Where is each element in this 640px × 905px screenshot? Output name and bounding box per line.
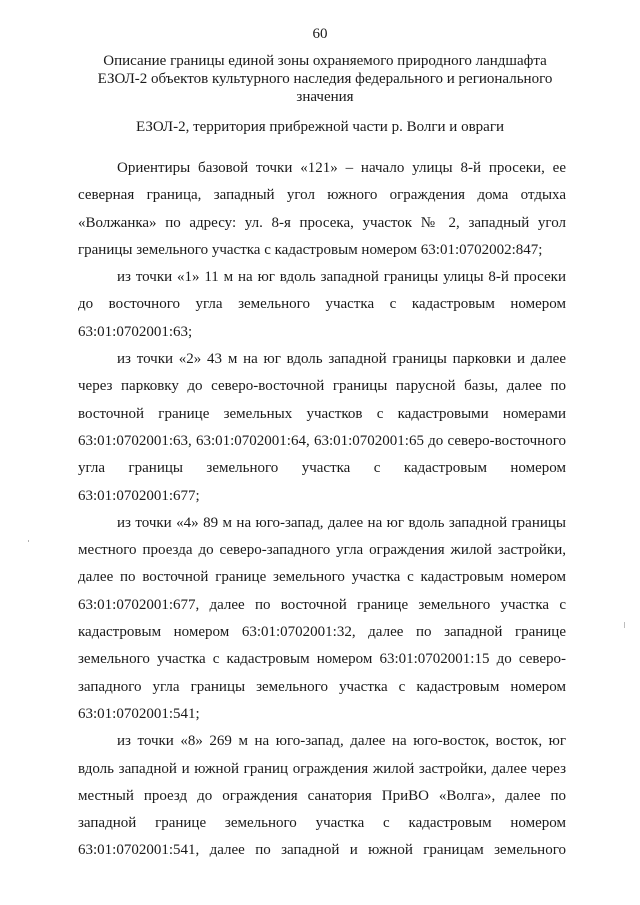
section-subtitle: ЕЗОЛ-2, территория прибрежной части р. Волги и овраги xyxy=(135,119,504,135)
paragraph: Ориентиры базовой точки «121» – начало улицы 8-й просеки, ее северная граница, западный угол южного ограждения дома отдыха «Волжанка» по адресу: ул. 8-я просека, участок № 2, западный угол границы земельного участка с кадастровым номером 63:01:0702002:847; xyxy=(78,160,566,258)
body-text xyxy=(78,155,566,865)
document-title xyxy=(80,52,570,106)
paragraph: из точки «8» 269 м на юго-запад, далее на юго-восток, восток, юг вдоль западной и южной границ ограждения жилой застройки, далее через местный проезд до ограждения санатория ПриВО «Волга», далее по западной границе земельного участка с кадастровым номером 63:01:0702001:541, далее по западной и южной границам земельного xyxy=(78,733,566,859)
scan-artifact xyxy=(624,622,625,628)
title-line: ЕЗОЛ-2 объектов культурного наследия федерального и регионального xyxy=(97,71,553,87)
page-number: 60 xyxy=(312,26,328,42)
title-line: Описание границы единой зоны охраняемого природного ландшафта xyxy=(103,53,547,69)
paragraph: из точки «4» 89 м на юго-запад, далее на юг вдоль западной границы местного проезда до северо-западного угла ограждения жилой застройки, далее по восточной границе земельного участка с кадастровым номером 63:01:0702001:677, далее по восточной границе земельного участка с кадастровым номером 63:01:0702001:32, далее по западной границе земельного участка с кадастровым номером 63:01:0702001:15 до северо-западного угла границы земельного участка с кадастровым номером 63:01:0702001:541; xyxy=(78,514,566,722)
paragraph: из точки «2» 43 м на юг вдоль западной границы парковки и далее через парковку до северо-восточной границы парусной базы, далее по восточной границе земельных участков с кадастровыми номерами 63:01:0702001:63, 63:01:0702001:64, 63:01:0702001:65 до северо-восточного угла границы земельного участка с кадастровым номером 63:01:0702001:677; xyxy=(78,351,566,504)
scan-artifact xyxy=(28,540,29,542)
title-line: значения xyxy=(296,89,354,105)
paragraph: из точки «1» 11 м на юг вдоль западной границы улицы 8-й просеки до восточного угла земельного участка с кадастровым номером 63:01:0702001:63; xyxy=(78,269,566,340)
